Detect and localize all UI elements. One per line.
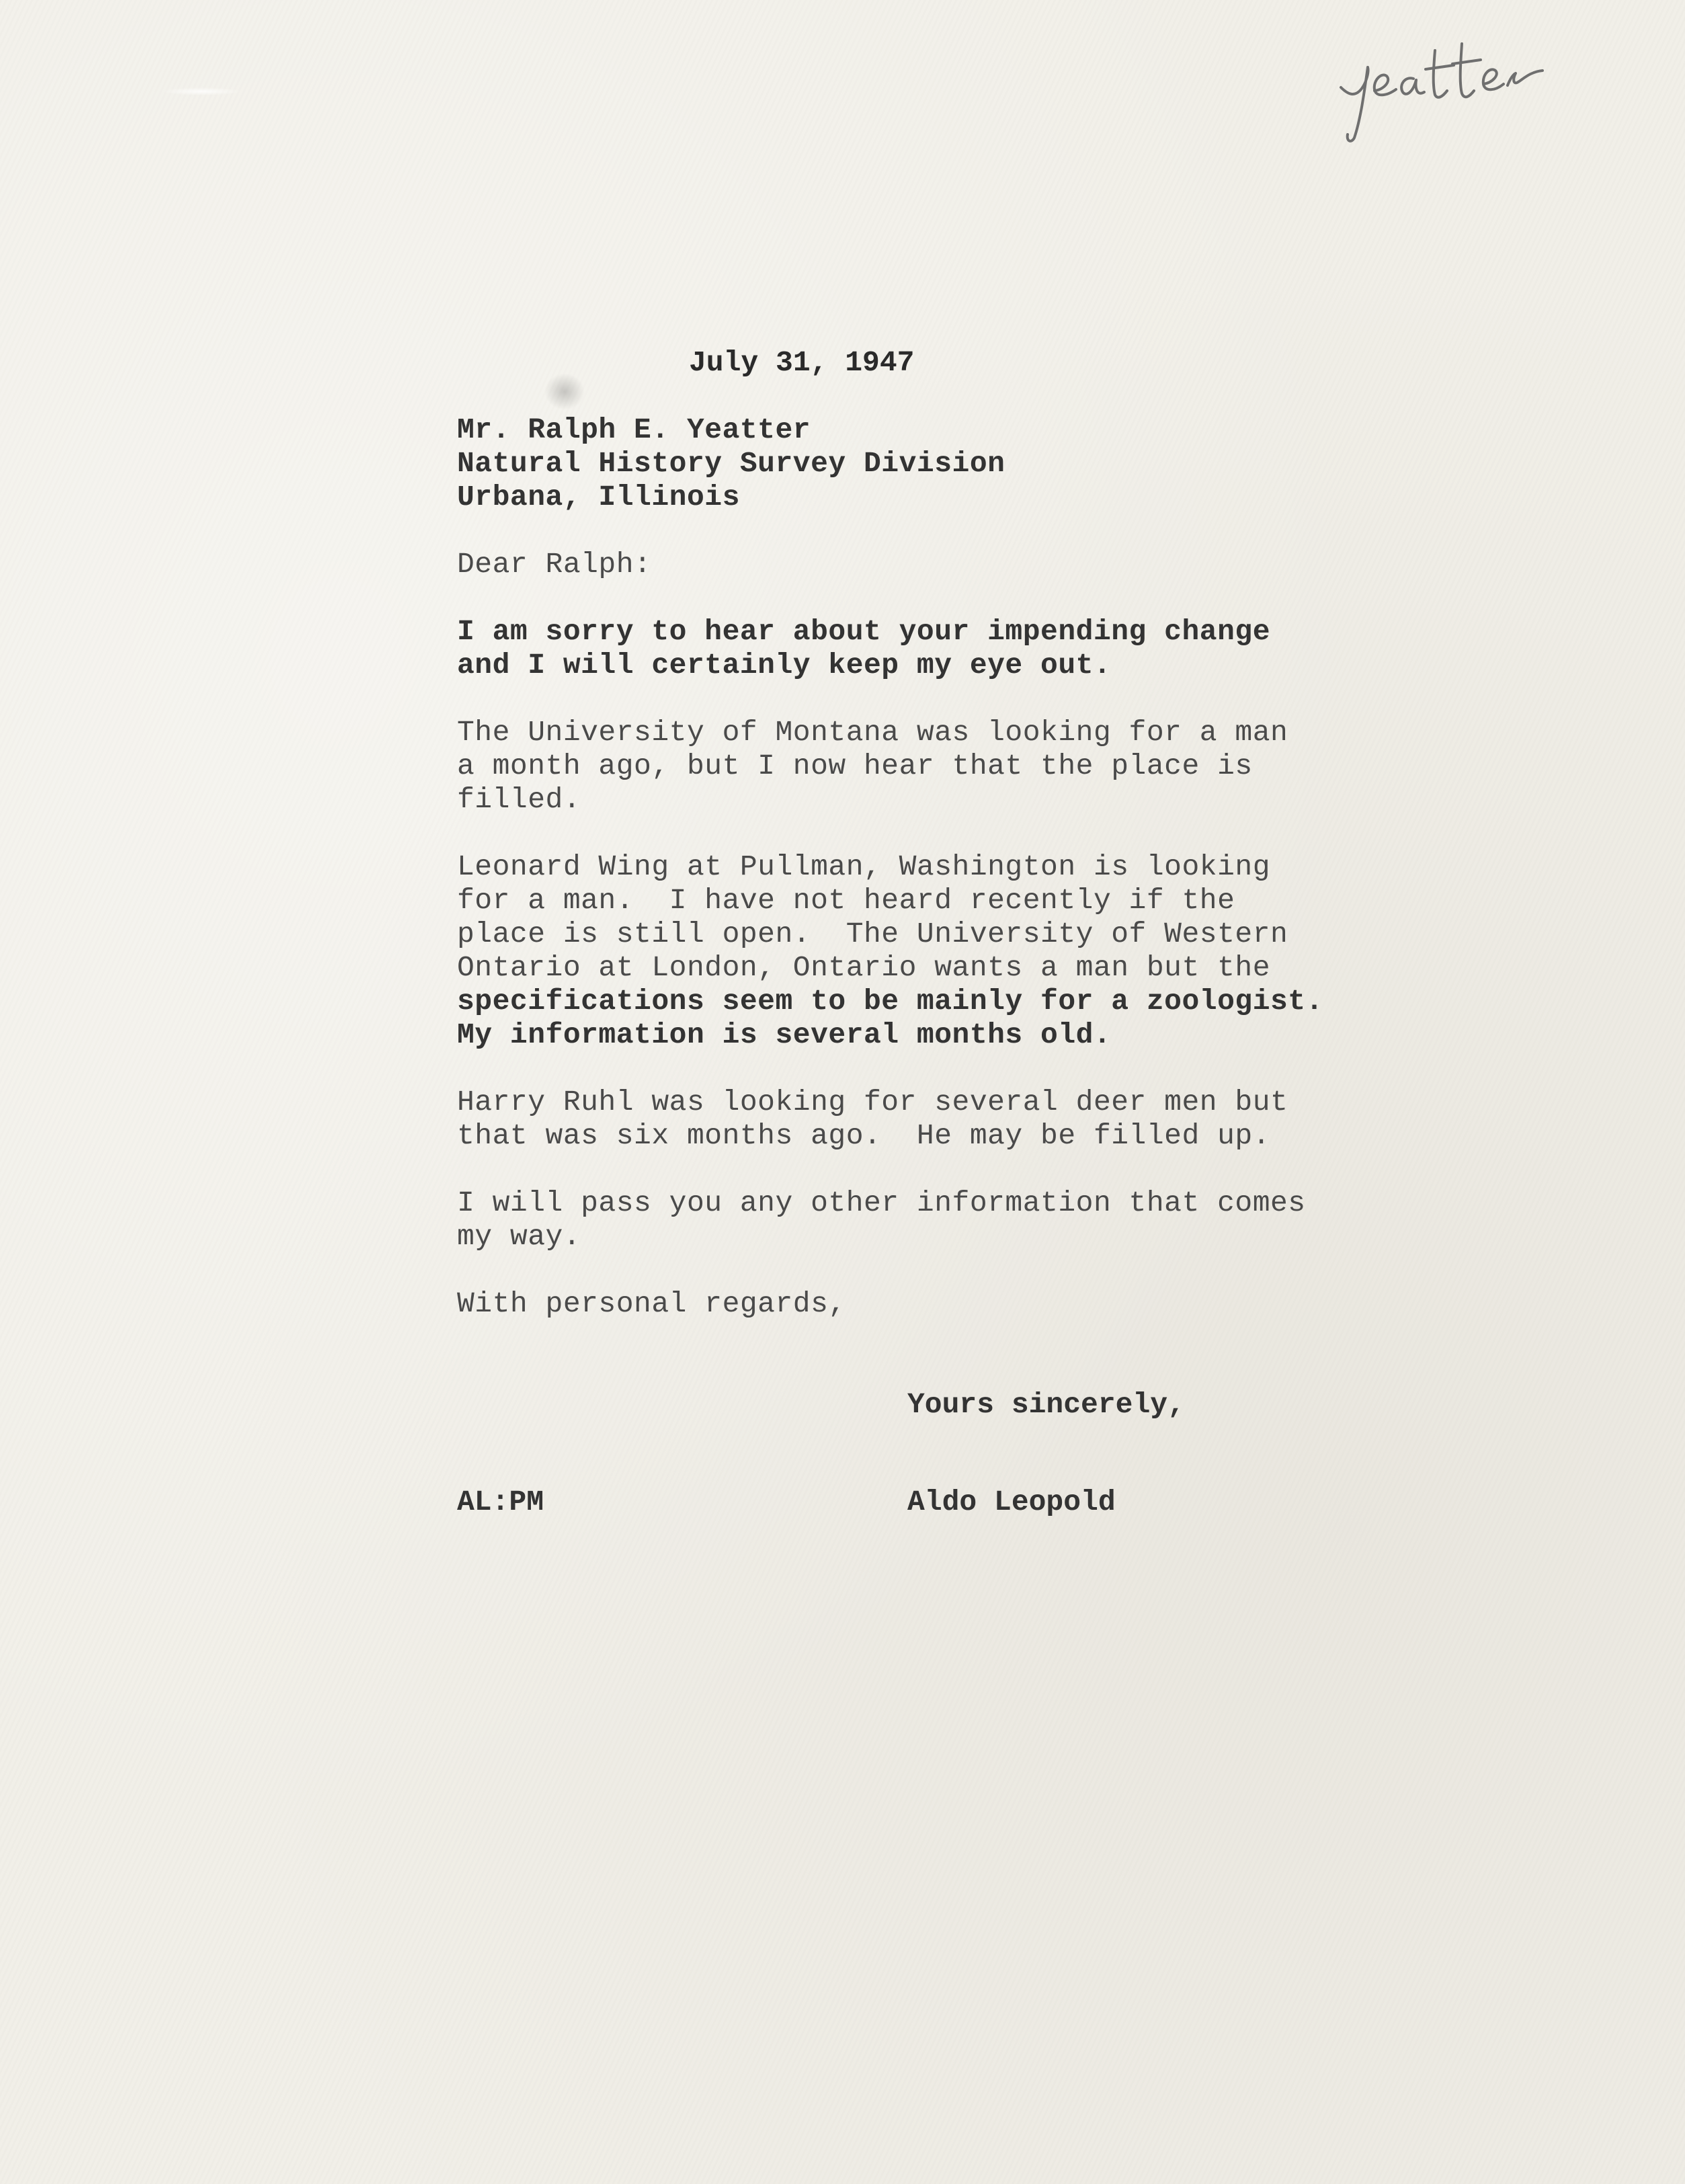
- paragraph-line: My information is several months old.: [457, 1018, 1112, 1051]
- paragraph-line: my way.: [457, 1220, 581, 1253]
- recipient-organization: Natural History Survey Division: [457, 447, 1005, 480]
- letter-date: July 31, 1947: [689, 346, 915, 379]
- paragraph-line: Leonard Wing at Pullman, Washington is looking: [457, 850, 1270, 883]
- paper-speck: [161, 87, 242, 95]
- regards-line: With personal regards,: [457, 1287, 846, 1320]
- paragraph-line: and I will certainly keep my eye out.: [457, 649, 1112, 682]
- paragraph-line: I will pass you any other information that comes: [457, 1186, 1306, 1219]
- paragraph-line: filled.: [457, 783, 581, 816]
- paragraph-line: I am sorry to hear about your impending change: [457, 615, 1270, 648]
- paragraph-line: that was six months ago. He may be filled up.: [457, 1119, 1270, 1152]
- paragraph-line: The University of Montana was looking for a man: [457, 716, 1288, 749]
- paragraph-line: Ontario at London, Ontario wants a man but the: [457, 951, 1270, 984]
- paragraph-line: Harry Ruhl was looking for several deer men but: [457, 1086, 1288, 1119]
- recipient-city: Urbana, Illinois: [457, 481, 740, 514]
- recipient-name: Mr. Ralph E. Yeatter: [457, 413, 811, 446]
- ink-smudge: [544, 373, 585, 410]
- paragraph-line: for a man. I have not heard recently if the: [457, 884, 1235, 917]
- signature-name: Aldo Leopold: [907, 1486, 1116, 1519]
- typist-initials: AL:PM: [457, 1486, 544, 1519]
- closing-line: Yours sincerely,: [907, 1388, 1185, 1421]
- salutation: Dear Ralph:: [457, 548, 652, 581]
- handwritten-annotation: [1334, 30, 1556, 145]
- handwritten-yeatter-mark: [1334, 30, 1556, 145]
- paragraph-line: specifications seem to be mainly for a zoologist.: [457, 985, 1323, 1018]
- paragraph-line: place is still open. The University of Western: [457, 918, 1288, 951]
- paragraph-line: a month ago, but I now hear that the place is: [457, 750, 1253, 782]
